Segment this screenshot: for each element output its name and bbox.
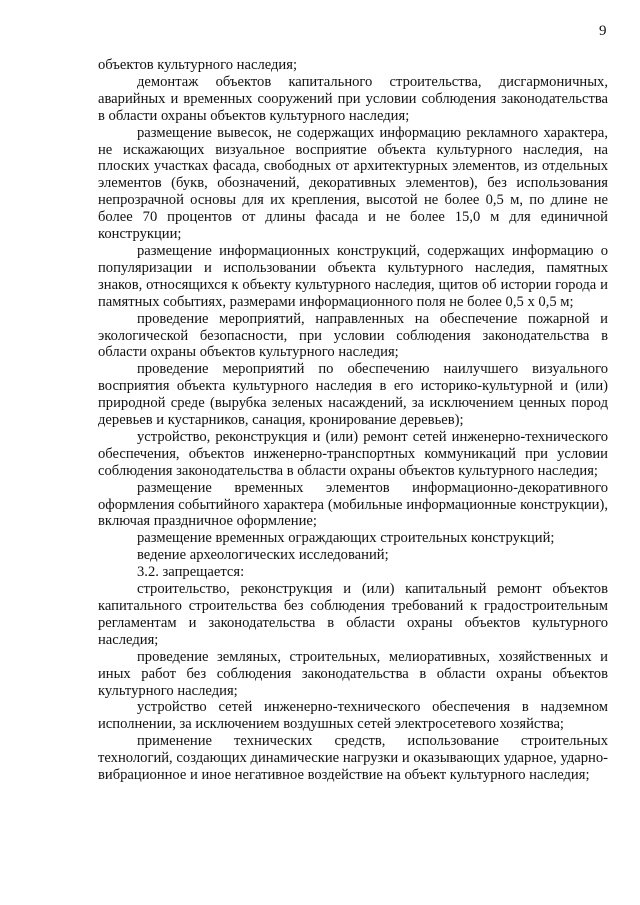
paragraph-construction-prohibited: строительство, реконструкция и (или) капитальный ремонт объектов капитального строительства без соблюдения требований к градостроительным регламентам и законодательства в области охраны объектов культурного наследия; xyxy=(98,581,608,648)
paragraph-continuation: объектов культурного наследия; xyxy=(98,57,298,73)
paragraph-overhead-networks-prohibited: устройство сетей инженерно-технического обеспечения в надземном исполнении, за исключением воздушных сетей электросетевого хозяйства; xyxy=(98,699,608,733)
paragraph-visual-perception: проведение мероприятий по обеспечению наилучшего визуального восприятия объекта культурного наследия в его историко-культурной и (или) природной среде (вырубка зеленых насаждений, за исключением ценных пород деревьев и кустарников, санация, кронирование деревьев); xyxy=(98,361,608,429)
paragraph-dismantling: демонтаж объектов капитального строительства, дисгармоничных, аварийных и временных сооружений при условии соблюдения законодательства в области охраны объектов культурного наследия; xyxy=(98,73,608,124)
paragraph-engineering-networks: устройство, реконструкция и (или) ремонт сетей инженерно-технического обеспечения, объектов инженерно-транспортных коммуникаций при условии соблюдения законодательства в области охраны объектов культурного наследия; xyxy=(98,428,608,479)
paragraph-temporary-fencing: размещение временных ограждающих строительных конструкций; xyxy=(137,530,555,547)
paragraph-signage: размещение вывесок, не содержащих информацию рекламного характера, не искажающих визуальное восприятие объекта культурного наследия, на плоских участках фасада, свободных от архитектурных элементов, из отдельных элементов (букв, обозначений, декоративных элементов), без использования непрозрачной основы для их крепления, высотой не более 0,5 м, по длине не более 70 процентов от длины фасада и не более 15,0 м для единичной конструкции; xyxy=(98,124,608,243)
page-number: 9 xyxy=(599,23,607,39)
paragraph-info-structures: размещение информационных конструкций, содержащих информацию о популяризации и использовании объекта культурного наследия, памятных знаков, относящихся к объекту культурного наследия, щитов об истории города и памятных событиях, размерами информационного поля не более 0,5 х 0,5 м; xyxy=(98,242,608,310)
section-heading-prohibited: 3.2. запрещается: xyxy=(137,564,245,581)
paragraph-technical-means-prohibited: применение технических средств, использование строительных технологий, создающих динамические нагрузки и оказывающих ударное, ударно-вибрационное и иное негативное воздействие на объект культурного наследия; xyxy=(98,733,608,784)
paragraph-earthworks-prohibited: проведение земляных, строительных, мелиоративных, хозяйственных и иных работ без соблюдения законодательства в области охраны объектов культурного наследия; xyxy=(98,648,608,699)
paragraph-archaeology: ведение археологических исследований; xyxy=(137,547,389,564)
paragraph-fire-safety: проведение мероприятий, направленных на обеспечение пожарной и экологической безопасности, при условии соблюдения законодательства в области охраны объектов культурного наследия; xyxy=(98,310,608,361)
document-body xyxy=(98,57,608,784)
paragraph-temporary-decor: размещение временных элементов информационно-декоративного оформления событийного характера (мобильные информационные конструкции), включая праздничное оформление; xyxy=(98,479,608,530)
